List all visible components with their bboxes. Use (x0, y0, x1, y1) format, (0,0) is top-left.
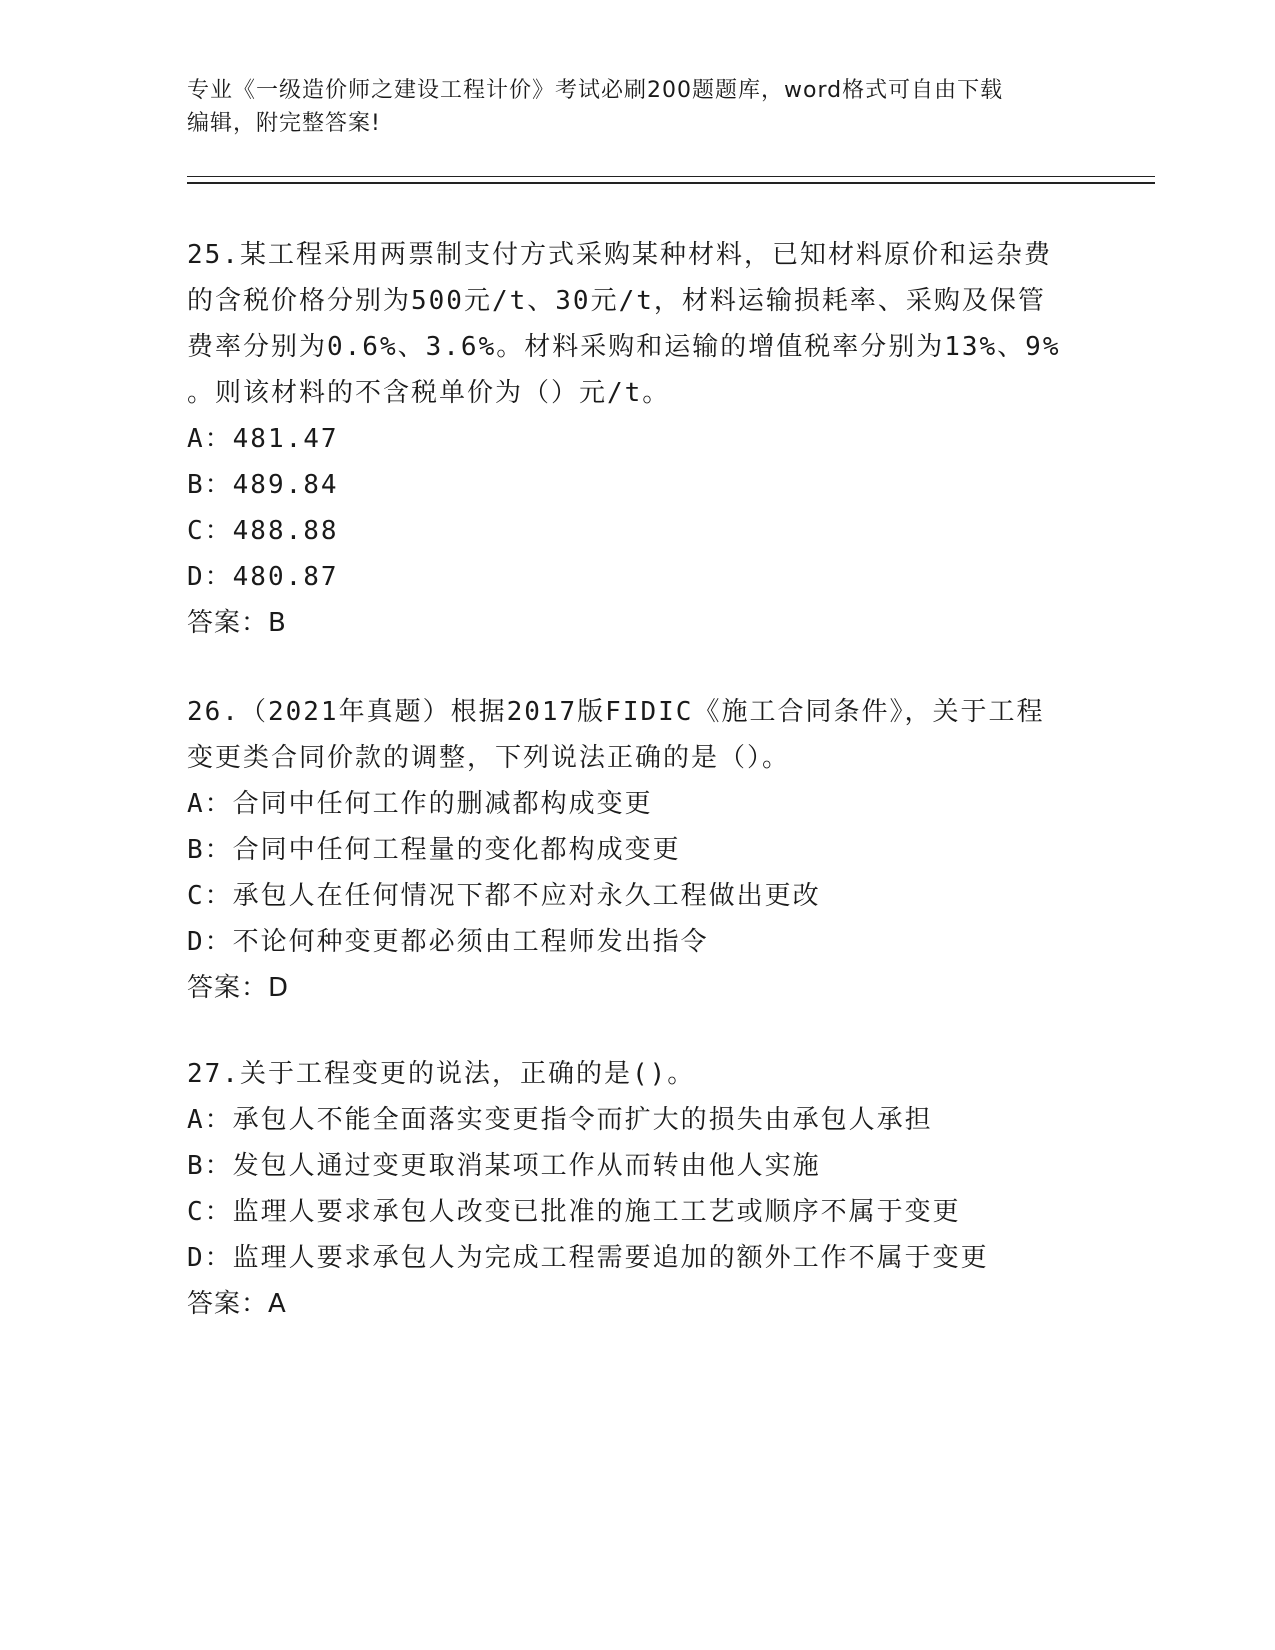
option-a: A：合同中任何工作的删减都构成变更 (187, 789, 653, 819)
option-d: D：监理人要求承包人为完成工程需要追加的额外工作不属于变更 (187, 1243, 989, 1273)
answer: 答案：B (187, 608, 287, 638)
option-c: C：监理人要求承包人改变已批准的施工工艺或顺序不属于变更 (187, 1197, 961, 1227)
question-text-line: 25.某工程采用两票制支付方式采购某种材料，已知材料原价和运杂费 (187, 240, 1052, 270)
question-text-line: 26.（2021年真题）根据2017版FIDIC《施工合同条件》，关于工程 (187, 697, 1045, 727)
option-b: B：489.84 (187, 470, 339, 500)
header-divider-thin (187, 176, 1155, 177)
question-26 (187, 689, 1087, 1011)
answer: 答案：D (187, 973, 290, 1003)
header-divider-thick (187, 182, 1155, 184)
option-a: A：481.47 (187, 424, 339, 454)
option-d: D：480.87 (187, 562, 339, 592)
option-d: D：不论何种变更都必须由工程师发出指令 (187, 927, 709, 957)
question-25 (187, 232, 1087, 646)
option-a: A：承包人不能全面落实变更指令而扩大的损失由承包人承担 (187, 1105, 933, 1135)
question-text-line: 变更类合同价款的调整，下列说法正确的是（）。 (187, 743, 791, 773)
option-b: B：发包人通过变更取消某项工作从而转由他人实施 (187, 1151, 821, 1181)
question-text-line: 。则该材料的不含税单价为（）元/t。 (187, 378, 671, 408)
document-header (187, 74, 1087, 140)
header-line-2: 编辑，附完整答案! (187, 111, 381, 136)
option-c: C：承包人在任何情况下都不应对永久工程做出更改 (187, 881, 821, 911)
header-line-1: 专业《一级造价师之建设工程计价》考试必刷200题题库，word格式可自由下载 (187, 78, 1004, 103)
question-text-line: 费率分别为0.6%、3.6%。材料采购和运输的增值税率分别为13%、9% (187, 332, 1061, 362)
option-b: B：合同中任何工程量的变化都构成变更 (187, 835, 681, 865)
option-c: C：488.88 (187, 516, 339, 546)
question-27 (187, 1051, 1087, 1327)
answer: 答案：A (187, 1289, 287, 1319)
question-text-line: 的含税价格分别为500元/t、30元/t，材料运输损耗率、采购及保管 (187, 286, 1046, 316)
question-text-line: 27.关于工程变更的说法，正确的是()。 (187, 1059, 696, 1089)
